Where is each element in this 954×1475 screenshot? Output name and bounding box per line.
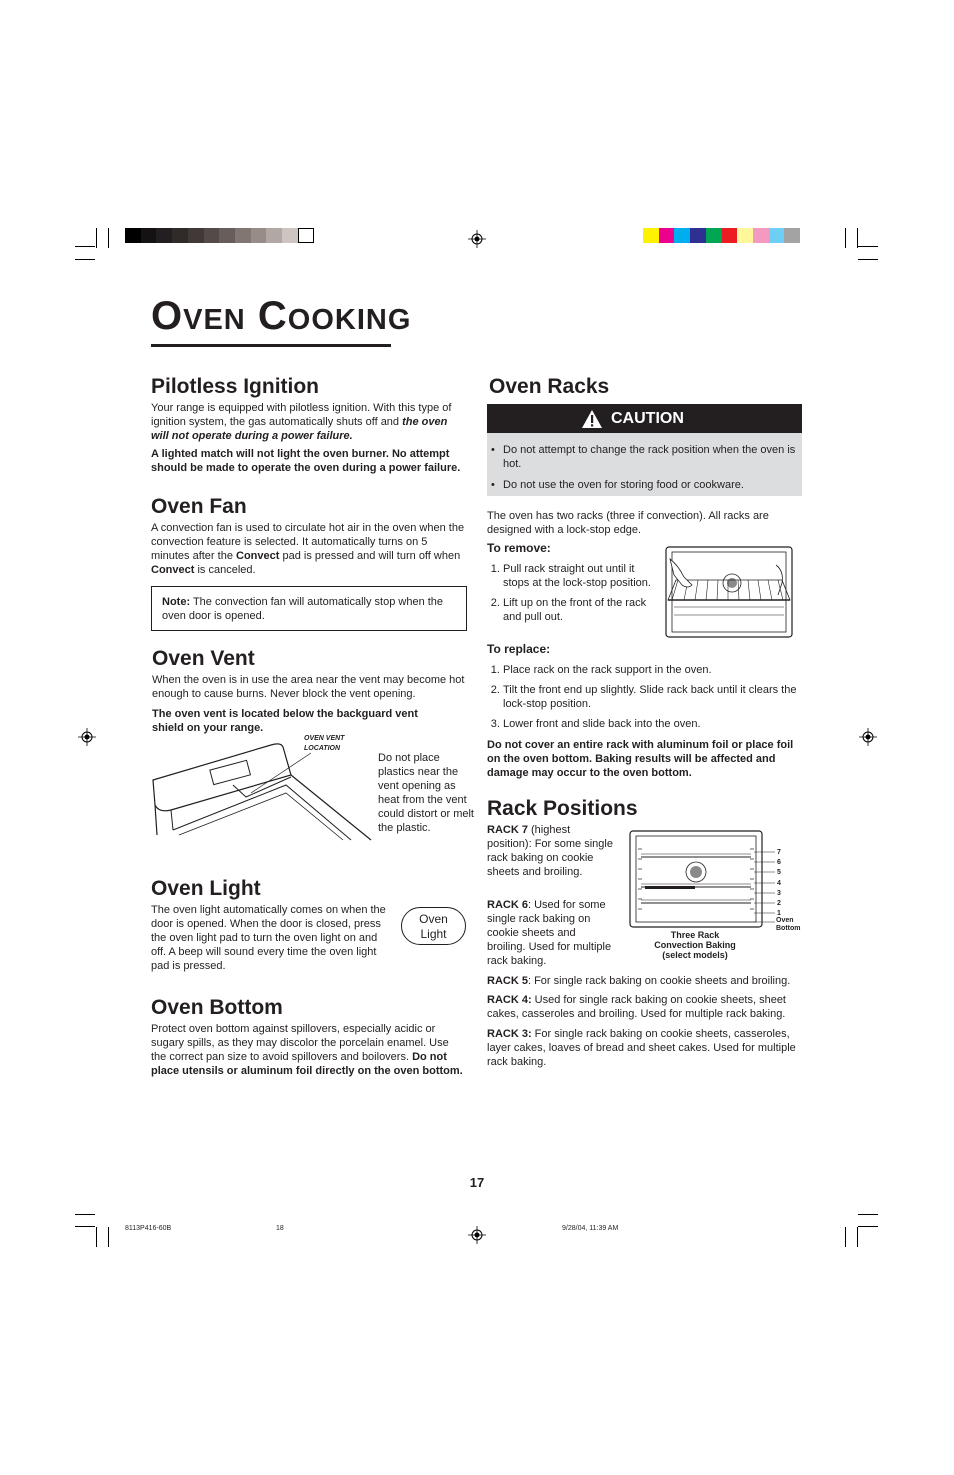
color-swatch — [298, 228, 314, 243]
list-item: 3. Lower front and slide back into the oven. — [503, 717, 819, 731]
page-number: 17 — [469, 1175, 485, 1190]
caution-banner — [487, 404, 802, 433]
warning-triangle-icon — [581, 409, 603, 429]
list-item: • Do not attempt to change the rack position when the oven is hot. — [503, 443, 796, 471]
color-swatch — [204, 228, 220, 243]
footer-sheet: 18 — [276, 1225, 284, 1232]
color-swatch — [769, 228, 785, 243]
vent-location-text: The oven vent is located below the backguard vent shield on your range. — [152, 708, 418, 734]
list-item: • Do not use the oven for storing food or cookware. — [503, 478, 796, 492]
registration-mark-icon — [468, 1226, 486, 1244]
replace-heading: To replace: — [487, 642, 551, 656]
rack-number-label: 7 — [777, 849, 781, 856]
color-swatch — [125, 228, 141, 243]
registration-mark-icon — [468, 230, 486, 248]
bottom-heading: Oven Bottom — [151, 996, 283, 1019]
fan-text: A convection fan is used to circulate hot air in the oven when the convection feature is selected. It automatically turns on 5 minutes after the Convect pad is pressed and will turn off when Convect is canceled. — [151, 522, 465, 576]
rack-number-label: 2 — [777, 900, 781, 907]
color-swatch — [282, 228, 298, 243]
color-swatch — [706, 228, 722, 243]
list-item: 1. Place rack on the rack support in the oven. — [503, 663, 819, 677]
color-swatch — [156, 228, 172, 243]
vent-diagram-label: OVEN VENT LOCATION — [304, 735, 345, 752]
rack4-text: RACK 4: Used for single rack baking on cookie sheets, sheet cakes, casseroles and broiling. Used for multiple rack baking. — [487, 994, 786, 1020]
rack-number-label: 6 — [777, 859, 781, 866]
rack-number-label: 4 — [777, 880, 781, 887]
light-heading: Oven Light — [151, 877, 261, 900]
racks-heading: Oven Racks — [489, 375, 610, 398]
light-text: The oven light automatically comes on when the door is opened. When the door is closed, press the oven light pad to turn the oven light on and off. A beep will sound every time the oven light pad is pressed. — [151, 904, 386, 972]
pilotless-text: Your range is equipped with pilotless ignition. With this type of ignition system, the gas automatically shuts off and the oven will not operate during a power failure. — [151, 402, 452, 442]
color-swatch — [643, 228, 659, 243]
rack7-text: RACK 7 (highest position): For some single rack baking on cookie sheets and broiling. — [487, 824, 613, 878]
list-item: 2. Tilt the front end up slightly. Slide rack back until it clears the lock-stop position. — [503, 683, 819, 711]
foil-warning: Do not cover an entire rack with aluminum foil or place foil on the oven bottom. Baking results will be affected and damage may occur to the oven bottom. — [487, 739, 794, 779]
title-rule — [151, 344, 391, 347]
bottom-text: Protect oven bottom against spillovers, especially acidic or sugary spills, as they may discolor the porcelain enamel. Use the correct pan size to avoid spillovers and boilovers. Do not place utensils or aluminum foil directly on the oven bottom. — [151, 1023, 463, 1077]
color-swatch — [784, 228, 800, 243]
diagram-caption: Three Rack Convection Baking (select models) — [654, 930, 736, 960]
pilotless-warning: A lighted match will not light the oven burner. No attempt should be made to operate the oven during a power failure. — [151, 448, 461, 474]
fan-note-box — [151, 586, 467, 631]
rack5-text: RACK 5: For single rack baking on cookie sheets and broiling. — [487, 975, 791, 987]
registration-mark-icon — [78, 728, 96, 746]
color-swatch — [659, 228, 675, 243]
caution-panel — [487, 433, 802, 496]
color-swatch — [753, 228, 769, 243]
color-swatch — [722, 228, 738, 243]
color-swatch — [737, 228, 753, 243]
color-swatch — [188, 228, 204, 243]
color-swatch — [141, 228, 157, 243]
pilotless-heading: Pilotless Ignition — [151, 375, 320, 398]
rack-removal-diagram — [664, 545, 794, 639]
racks-intro: The oven has two racks (three if convection). All racks are designed with a lock-stop edge. — [487, 510, 769, 536]
vent-heading: Oven Vent — [152, 647, 255, 670]
color-swatch — [235, 228, 251, 243]
replace-steps — [487, 663, 819, 737]
list-item: 2. Lift up on the front of the rack and pull out. — [503, 596, 663, 624]
caution-list — [487, 433, 802, 492]
color-swatch — [172, 228, 188, 243]
fan-note: Note: The convection fan will automatically stop when the oven door is opened. — [162, 596, 444, 622]
color-swatch — [690, 228, 706, 243]
vent-plastics-warning: Do not place plastics near the vent opening as heat from the vent could distort or melt the plastic. — [378, 752, 474, 834]
fan-heading: Oven Fan — [151, 495, 247, 518]
caution-label: CAUTION — [611, 410, 684, 427]
rack3-text: RACK 3: For single rack baking on cookie sheets, casseroles, layer cakes, loaves of bread and sheet cakes. Used for multiple rack baking. — [487, 1028, 796, 1068]
remove-steps — [487, 562, 663, 630]
remove-heading: To remove: — [487, 541, 551, 555]
color-swatch — [266, 228, 282, 243]
rack6-text: RACK 6: Used for some single rack baking on cookie sheets and broiling. Used for multiple rack baking. — [487, 899, 612, 967]
rack-number-label: 1 — [777, 910, 781, 917]
positions-heading: Rack Positions — [487, 797, 638, 820]
oven-light-pad-icon: Oven Light — [401, 907, 466, 945]
oven-vent-diagram — [151, 735, 373, 845]
footer-job-code: 8113P416-60B — [125, 1225, 172, 1232]
registration-mark-icon — [859, 728, 877, 746]
rack-number-label: 5 — [777, 869, 781, 876]
color-swatch — [251, 228, 267, 243]
list-item: 1. Pull rack straight out until it stops at the lock-stop position. — [503, 562, 663, 590]
footer-timestamp: 9/28/04, 11:39 AM — [562, 1225, 619, 1232]
oven-bottom-label: Oven Bottom — [776, 917, 801, 932]
color-swatch — [219, 228, 235, 243]
page-title: OVEN COOKING — [151, 294, 412, 338]
color-swatch — [674, 228, 690, 243]
rack-number-label: 3 — [777, 890, 781, 897]
vent-text: When the oven is in use the area near the vent may become hot enough to cause burns. Never block the vent opening. — [152, 674, 465, 700]
